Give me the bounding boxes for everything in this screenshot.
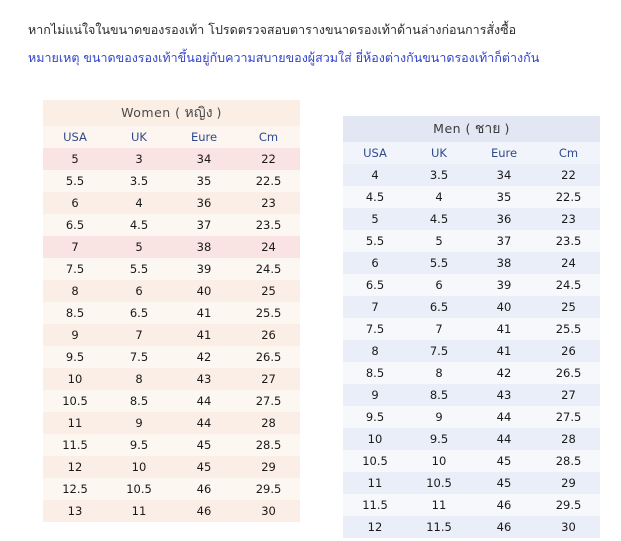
table-cell: 27 — [537, 384, 600, 406]
table-cell: 6.5 — [107, 302, 171, 324]
table-row — [343, 186, 600, 208]
men-title-th: ชาย — [474, 121, 501, 137]
table-cell: 22.5 — [537, 186, 600, 208]
table-row — [343, 274, 600, 296]
women-col-cm: Cm — [237, 126, 300, 148]
table-cell: 39 — [171, 258, 237, 280]
table-cell: 24.5 — [537, 274, 600, 296]
women-table-title — [43, 100, 300, 126]
table-row — [343, 252, 600, 274]
table-row — [343, 340, 600, 362]
table-cell: 4.5 — [343, 186, 407, 208]
table-cell: 30 — [237, 500, 300, 522]
table-cell: 28 — [537, 428, 600, 450]
table-cell: 28.5 — [237, 434, 300, 456]
table-cell: 45 — [171, 456, 237, 478]
men-col-uk: UK — [407, 142, 471, 164]
table-cell: 9 — [107, 412, 171, 434]
table-cell: 7 — [343, 296, 407, 318]
table-row — [343, 428, 600, 450]
table-cell: 43 — [171, 368, 237, 390]
table-cell: 5 — [407, 230, 471, 252]
table-cell: 34 — [471, 164, 537, 186]
table-cell: 8.5 — [343, 362, 407, 384]
table-cell: 13 — [43, 500, 107, 522]
table-row — [43, 280, 300, 302]
table-cell: 28 — [237, 412, 300, 434]
table-cell: 10 — [343, 428, 407, 450]
table-row — [43, 258, 300, 280]
table-cell: 3.5 — [407, 164, 471, 186]
table-cell: 3 — [107, 148, 171, 170]
table-cell: 24 — [237, 236, 300, 258]
table-cell: 30 — [537, 516, 600, 538]
table-cell: 4 — [407, 186, 471, 208]
table-cell: 10.5 — [343, 450, 407, 472]
table-cell: 27.5 — [537, 406, 600, 428]
table-cell: 5 — [107, 236, 171, 258]
table-cell: 42 — [471, 362, 537, 384]
table-cell: 8.5 — [107, 390, 171, 412]
table-cell: 29 — [537, 472, 600, 494]
women-size-table — [43, 100, 300, 522]
women-col-eure: Eure — [171, 126, 237, 148]
table-row — [343, 230, 600, 252]
table-cell: 4 — [107, 192, 171, 214]
table-cell: 8 — [343, 340, 407, 362]
table-cell: 7.5 — [107, 346, 171, 368]
table-row — [343, 318, 600, 340]
table-cell: 41 — [171, 302, 237, 324]
table-row — [343, 406, 600, 428]
table-row — [43, 214, 300, 236]
table-cell: 11 — [407, 494, 471, 516]
men-col-eure: Eure — [471, 142, 537, 164]
table-cell: 43 — [471, 384, 537, 406]
table-cell: 45 — [471, 450, 537, 472]
table-cell: 6 — [407, 274, 471, 296]
table-cell: 5 — [43, 148, 107, 170]
men-col-cm: Cm — [537, 142, 600, 164]
table-cell: 10 — [43, 368, 107, 390]
table-cell: 41 — [471, 318, 537, 340]
table-cell: 8 — [407, 362, 471, 384]
table-row — [43, 412, 300, 434]
table-cell: 10.5 — [107, 478, 171, 500]
table-row — [43, 434, 300, 456]
table-cell: 4 — [343, 164, 407, 186]
table-row — [43, 170, 300, 192]
table-cell: 45 — [471, 472, 537, 494]
women-table-title-row — [43, 100, 300, 126]
table-cell: 38 — [471, 252, 537, 274]
table-cell: 46 — [471, 516, 537, 538]
table-cell: 24.5 — [237, 258, 300, 280]
table-cell: 9 — [407, 406, 471, 428]
men-table-body — [343, 164, 600, 538]
table-cell: 6.5 — [407, 296, 471, 318]
table-row — [343, 450, 600, 472]
table-row — [43, 478, 300, 500]
table-cell: 44 — [471, 406, 537, 428]
table-cell: 46 — [471, 494, 537, 516]
men-title-close: ) — [504, 121, 510, 136]
table-cell: 23 — [537, 208, 600, 230]
women-column-headers — [43, 126, 300, 148]
table-cell: 35 — [471, 186, 537, 208]
table-cell: 6 — [107, 280, 171, 302]
table-cell: 7 — [43, 236, 107, 258]
table-cell: 42 — [171, 346, 237, 368]
table-cell: 37 — [171, 214, 237, 236]
table-cell: 26.5 — [237, 346, 300, 368]
table-row — [343, 362, 600, 384]
men-table-title — [343, 116, 600, 142]
table-row — [43, 390, 300, 412]
notice-secondary: หมายเหตุ ขนาดของรองเท้าขึ้นอยู่กับความสบายของผู้สวมใส่ ยี่ห้องต่างกันขนาดรองเท้าก็ต่างกัน — [28, 50, 540, 65]
table-cell: 4.5 — [107, 214, 171, 236]
table-cell: 40 — [171, 280, 237, 302]
table-row — [343, 208, 600, 230]
table-cell: 6 — [43, 192, 107, 214]
table-cell: 24 — [537, 252, 600, 274]
table-cell: 29 — [237, 456, 300, 478]
table-cell: 41 — [471, 340, 537, 362]
table-cell: 11 — [107, 500, 171, 522]
table-cell: 46 — [171, 478, 237, 500]
men-size-table — [343, 116, 600, 538]
table-cell: 10 — [107, 456, 171, 478]
table-cell: 23.5 — [237, 214, 300, 236]
table-cell: 3.5 — [107, 170, 171, 192]
table-row — [343, 384, 600, 406]
table-cell: 5.5 — [343, 230, 407, 252]
table-cell: 8.5 — [43, 302, 107, 324]
table-cell: 5.5 — [43, 170, 107, 192]
table-cell: 9 — [43, 324, 107, 346]
table-cell: 45 — [171, 434, 237, 456]
table-cell: 7 — [407, 318, 471, 340]
table-cell: 6.5 — [43, 214, 107, 236]
table-cell: 22 — [237, 148, 300, 170]
table-cell: 10.5 — [407, 472, 471, 494]
table-row — [43, 302, 300, 324]
table-row — [43, 368, 300, 390]
table-row — [43, 500, 300, 522]
table-cell: 27.5 — [237, 390, 300, 412]
table-cell: 23 — [237, 192, 300, 214]
table-cell: 36 — [471, 208, 537, 230]
table-cell: 12.5 — [43, 478, 107, 500]
men-col-usa: USA — [343, 142, 407, 164]
table-cell: 26 — [537, 340, 600, 362]
table-cell: 11.5 — [43, 434, 107, 456]
table-cell: 46 — [171, 500, 237, 522]
table-cell: 8 — [107, 368, 171, 390]
table-cell: 8.5 — [407, 384, 471, 406]
table-cell: 22.5 — [237, 170, 300, 192]
table-row — [343, 516, 600, 538]
women-col-usa: USA — [43, 126, 107, 148]
table-cell: 26 — [237, 324, 300, 346]
table-cell: 25 — [237, 280, 300, 302]
table-row — [43, 236, 300, 258]
table-cell: 7.5 — [343, 318, 407, 340]
table-cell: 7 — [107, 324, 171, 346]
table-row — [43, 192, 300, 214]
table-cell: 23.5 — [537, 230, 600, 252]
table-cell: 6.5 — [343, 274, 407, 296]
table-cell: 10.5 — [43, 390, 107, 412]
table-cell: 26.5 — [537, 362, 600, 384]
table-row — [343, 164, 600, 186]
table-cell: 44 — [171, 390, 237, 412]
women-title-th: หญิง — [184, 105, 213, 121]
table-cell: 44 — [471, 428, 537, 450]
table-cell: 25 — [537, 296, 600, 318]
table-row — [343, 494, 600, 516]
notice-primary: หากไม่แน่ใจในขนาดของรองเท้า โปรดตรวจสอบตารางขนาดรองเท้าด้านล่างก่อนการสั่งซื้อ — [28, 22, 517, 37]
table-cell: 35 — [171, 170, 237, 192]
table-cell: 40 — [471, 296, 537, 318]
table-cell: 6 — [343, 252, 407, 274]
women-title-close: ) — [216, 105, 222, 120]
table-cell: 28.5 — [537, 450, 600, 472]
table-cell: 9.5 — [107, 434, 171, 456]
table-row — [43, 324, 300, 346]
men-title-en: Men ( — [433, 121, 471, 136]
table-cell: 12 — [343, 516, 407, 538]
table-row — [343, 472, 600, 494]
table-cell: 5.5 — [407, 252, 471, 274]
table-row — [43, 456, 300, 478]
table-cell: 7.5 — [43, 258, 107, 280]
table-cell: 9.5 — [43, 346, 107, 368]
table-cell: 25.5 — [537, 318, 600, 340]
table-cell: 36 — [171, 192, 237, 214]
table-cell: 9.5 — [343, 406, 407, 428]
men-column-headers — [343, 142, 600, 164]
table-cell: 44 — [171, 412, 237, 434]
table-cell: 25.5 — [237, 302, 300, 324]
table-cell: 9 — [343, 384, 407, 406]
men-table-title-row — [343, 116, 600, 142]
table-cell: 11 — [43, 412, 107, 434]
table-cell: 9.5 — [407, 428, 471, 450]
table-cell: 41 — [171, 324, 237, 346]
table-cell: 12 — [43, 456, 107, 478]
table-cell: 5.5 — [107, 258, 171, 280]
table-cell: 37 — [471, 230, 537, 252]
table-cell: 5 — [343, 208, 407, 230]
table-cell: 8 — [43, 280, 107, 302]
table-cell: 29.5 — [537, 494, 600, 516]
table-row — [343, 296, 600, 318]
table-cell: 22 — [537, 164, 600, 186]
women-col-uk: UK — [107, 126, 171, 148]
table-cell: 11 — [343, 472, 407, 494]
table-cell: 4.5 — [407, 208, 471, 230]
women-table-body — [43, 148, 300, 522]
women-title-en: Women ( — [121, 105, 181, 120]
table-cell: 34 — [171, 148, 237, 170]
table-cell: 10 — [407, 450, 471, 472]
table-cell: 38 — [171, 236, 237, 258]
table-cell: 27 — [237, 368, 300, 390]
table-row — [43, 148, 300, 170]
table-cell: 11.5 — [343, 494, 407, 516]
table-row — [43, 346, 300, 368]
table-cell: 39 — [471, 274, 537, 296]
table-cell: 11.5 — [407, 516, 471, 538]
table-cell: 7.5 — [407, 340, 471, 362]
table-cell: 29.5 — [237, 478, 300, 500]
